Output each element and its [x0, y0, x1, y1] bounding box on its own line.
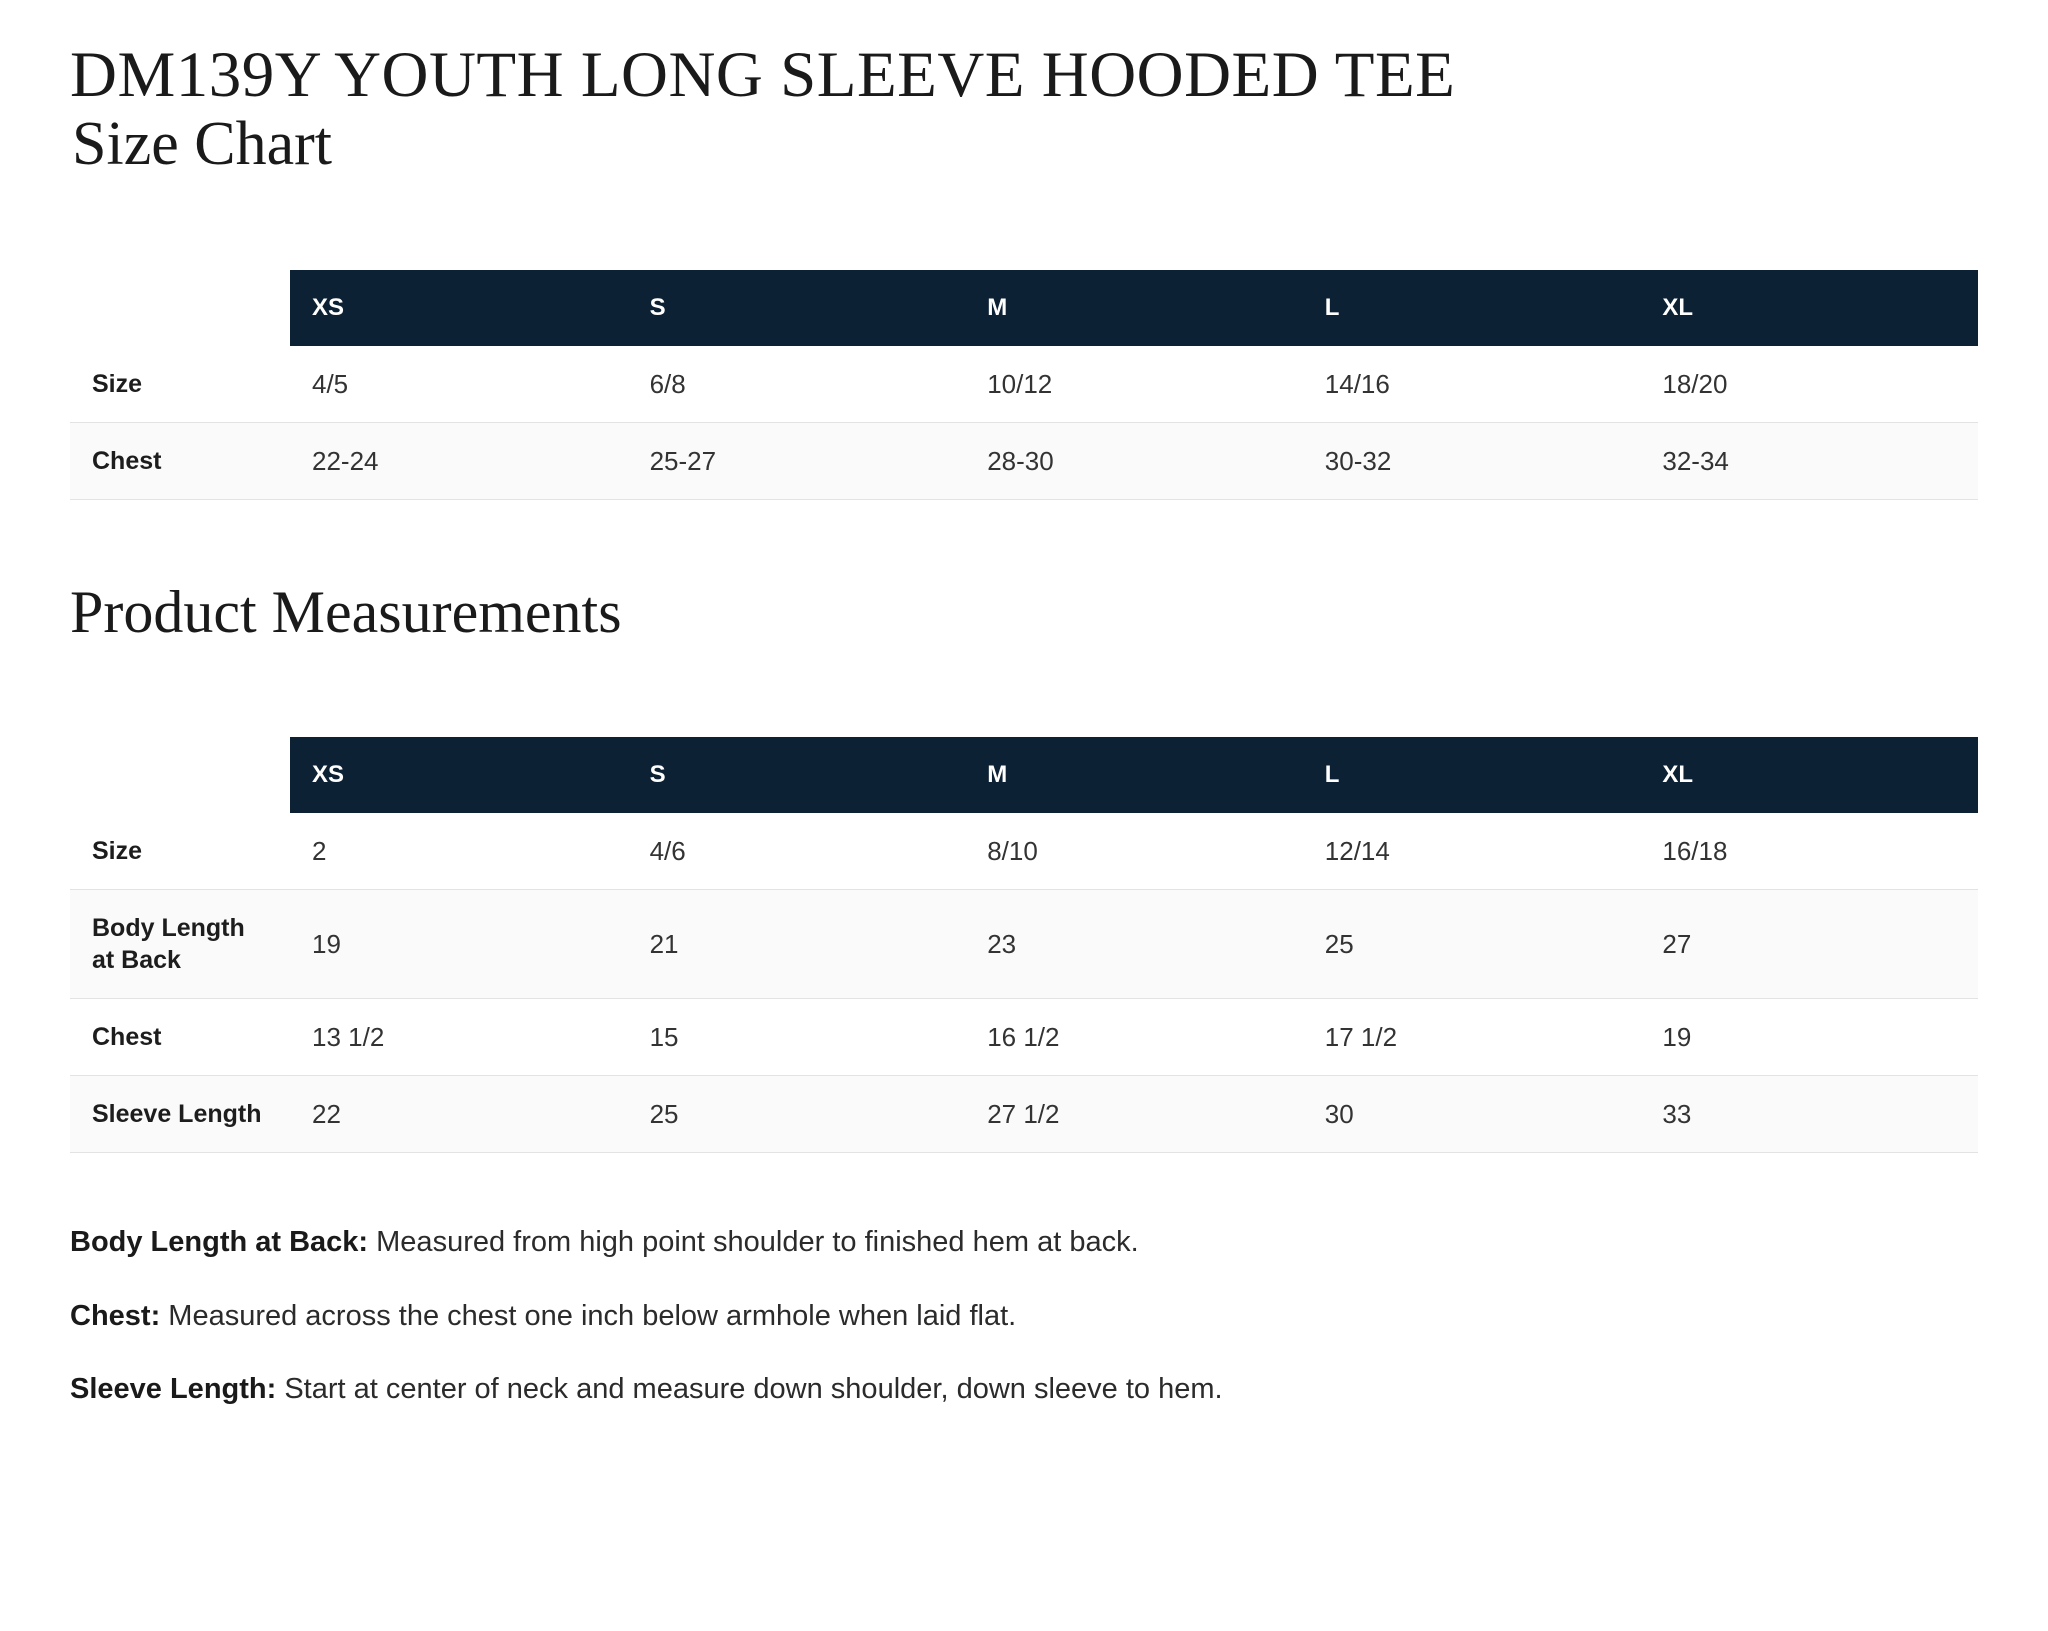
cell-chest-m: 16 1/2	[965, 999, 1303, 1076]
cell-size-xl: 16/18	[1640, 813, 1978, 890]
spacer	[70, 178, 1978, 270]
section-title-product-measurements: Product Measurements	[70, 579, 622, 646]
row-label-size: Size	[70, 813, 290, 890]
header-cell-xs: XS	[290, 270, 628, 346]
note-sleeve-length	[70, 1370, 1978, 1409]
cell-chest-l: 30-32	[1303, 423, 1641, 500]
cell-size-xs: 2	[290, 813, 628, 890]
cell-chest-xl: 32-34	[1640, 423, 1978, 500]
note-text: Measured across the chest one inch below armhole when laid flat.	[160, 1299, 1017, 1332]
page-subtitle: Size Chart	[72, 110, 332, 179]
cell-size-l: 12/14	[1303, 813, 1641, 890]
cell-sleeve-length-xl: 33	[1640, 1076, 1978, 1153]
cell-size-l: 14/16	[1303, 346, 1641, 423]
note-term: Sleeve Length:	[70, 1372, 277, 1405]
cell-size-s: 6/8	[628, 346, 966, 423]
cell-chest-l: 17 1/2	[1303, 999, 1641, 1076]
table-header-row	[70, 270, 1978, 346]
cell-chest-xs: 13 1/2	[290, 999, 628, 1076]
row-label-sleeve-length: Sleeve Length	[70, 1076, 290, 1153]
header-cell-l: L	[1303, 737, 1641, 813]
table-row	[70, 890, 1978, 999]
cell-sleeve-length-s: 25	[628, 1076, 966, 1153]
cell-body-length-l: 25	[1303, 890, 1641, 999]
cell-size-xl: 18/20	[1640, 346, 1978, 423]
cell-sleeve-length-l: 30	[1303, 1076, 1641, 1153]
measurement-notes	[70, 1223, 1978, 1408]
table-row	[70, 1076, 1978, 1153]
cell-size-xs: 4/5	[290, 346, 628, 423]
table-header-row	[70, 737, 1978, 813]
header-cell-xl: XL	[1640, 737, 1978, 813]
page-title: DM139Y YOUTH LONG SLEEVE HOODED TEE	[70, 39, 1456, 111]
size-chart-table-head	[70, 270, 1978, 346]
cell-size-s: 4/6	[628, 813, 966, 890]
header-cell-m: M	[965, 737, 1303, 813]
spacer	[70, 647, 1978, 737]
row-label-size: Size	[70, 346, 290, 423]
header-cell-blank	[70, 270, 290, 346]
header-cell-blank	[70, 737, 290, 813]
header-cell-xl: XL	[1640, 270, 1978, 346]
cell-chest-xs: 22-24	[290, 423, 628, 500]
product-measurements-table	[70, 737, 1978, 1153]
cell-body-length-xl: 27	[1640, 890, 1978, 999]
note-body-length-at-back	[70, 1223, 1978, 1262]
header-cell-s: S	[628, 737, 966, 813]
cell-size-m: 8/10	[965, 813, 1303, 890]
header-cell-xs: XS	[290, 737, 628, 813]
product-measurements-table-wrapper	[70, 737, 1978, 1153]
header-cell-m: M	[965, 270, 1303, 346]
size-chart-table	[70, 270, 1978, 500]
row-label-body-length-at-back: Body Length at Back	[70, 890, 290, 999]
header-cell-l: L	[1303, 270, 1641, 346]
note-text: Start at center of neck and measure down shoulder, down sleeve to hem.	[276, 1372, 1223, 1405]
product-measurements-table-head	[70, 737, 1978, 813]
cell-chest-m: 28-30	[965, 423, 1303, 500]
cell-chest-s: 15	[628, 999, 966, 1076]
spacer	[70, 1153, 1978, 1213]
note-term: Chest:	[70, 1299, 161, 1332]
cell-body-length-m: 23	[965, 890, 1303, 999]
table-row	[70, 999, 1978, 1076]
note-chest	[70, 1297, 1978, 1336]
cell-sleeve-length-m: 27 1/2	[965, 1076, 1303, 1153]
cell-body-length-xs: 19	[290, 890, 628, 999]
table-row	[70, 423, 1978, 500]
row-label-chest: Chest	[70, 999, 290, 1076]
cell-size-m: 10/12	[965, 346, 1303, 423]
table-row	[70, 346, 1978, 423]
cell-chest-xl: 19	[1640, 999, 1978, 1076]
row-label-chest: Chest	[70, 423, 290, 500]
table-row	[70, 813, 1978, 890]
header-cell-s: S	[628, 270, 966, 346]
cell-sleeve-length-xs: 22	[290, 1076, 628, 1153]
cell-body-length-s: 21	[628, 890, 966, 999]
note-term: Body Length at Back:	[70, 1226, 369, 1259]
size-chart-table-body	[70, 346, 1978, 500]
note-text: Measured from high point shoulder to finished hem at back.	[368, 1226, 1139, 1259]
size-chart-table-wrapper	[70, 270, 1978, 500]
product-measurements-table-body	[70, 813, 1978, 1153]
spacer	[70, 500, 1978, 578]
cell-chest-s: 25-27	[628, 423, 966, 500]
